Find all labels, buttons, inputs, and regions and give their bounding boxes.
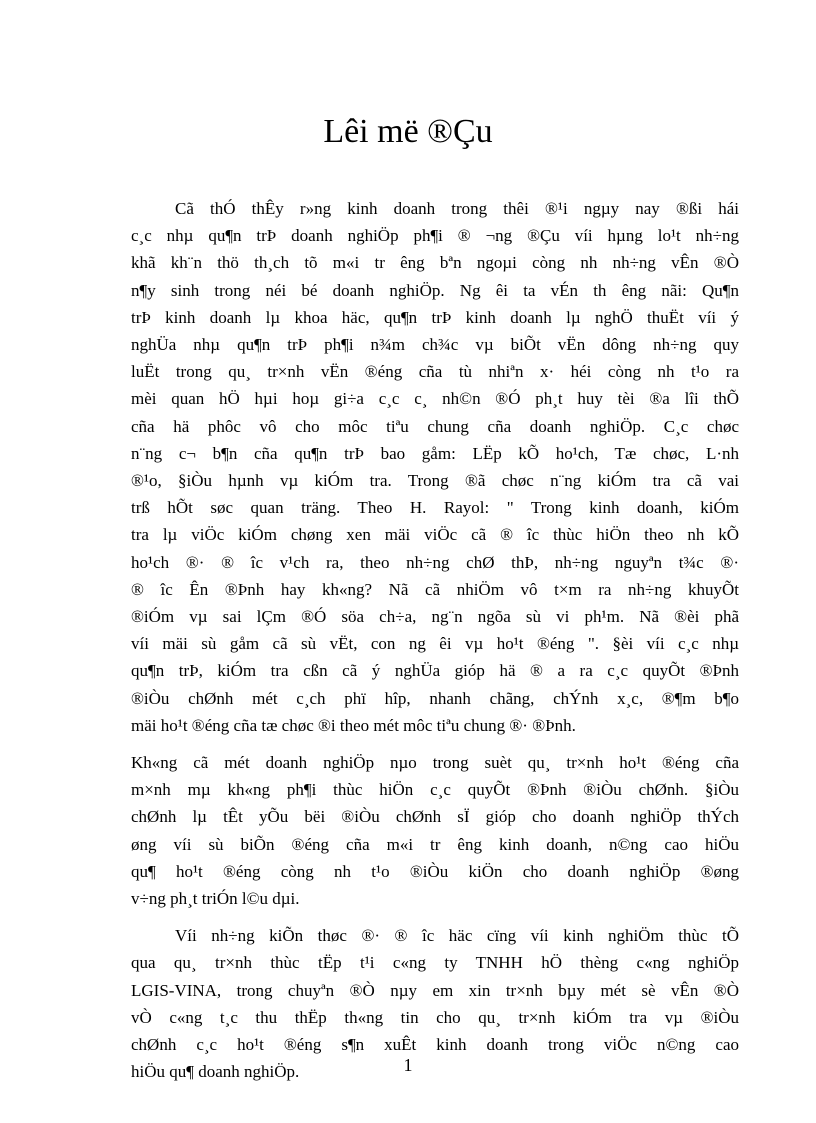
text-line: víi mäi sù gåm cã sù vËt, con ng êi vµ ho¹t ®éng ". §èi víi c¸c nhµ <box>131 634 739 654</box>
text-line: nghÜa nhµ qu¶n trÞ ph¶i n¾m ch¾c vµ biÕt vËn dông nh÷ng quy <box>131 335 739 355</box>
text-line: mäi ho¹t ®éng cña tæ chøc ®i theo mét môc tiªu chung ®· ®Þnh. <box>131 715 576 735</box>
text-line: Víi nh÷ng kiÕn thøc ®· ® îc häc cïng víi kinh nghiÖm thùc tÕ <box>175 926 739 946</box>
text-line: qu¶n trÞ, kiÓm tra cßn cã ý nghÜa gióp hä ® a ra c¸c quyÕt ®Þnh <box>131 661 739 681</box>
text-line: trÞ kinh doanh lµ khoa häc, qu¶n trÞ kinh doanh lµ nghÖ thuËt víi ý <box>131 307 739 327</box>
text-line: ®iÒu chØnh mét c¸ch phï hîp, nhanh chãng, chÝnh x¸c, ®¶m b¶o <box>131 688 739 708</box>
text-line: qu¶ ho¹t ®éng còng nh t¹o ®iÒu kiÖn cho doanh nghiÖp ®øng <box>131 861 739 881</box>
text-line: ho¹ch ®· ® îc v¹ch ra, theo nh÷ng chØ thÞ, nh÷ng nguyªn t¾c ®· <box>131 552 739 572</box>
text-line: Kh«ng cã mét doanh nghiÖp nµo trong suèt qu¸ tr×nh ho¹t ®éng cña <box>131 753 739 773</box>
text-line: øng víi sù biÕn ®éng cña m«i tr êng kinh doanh, n©ng cao hiÖu <box>131 834 739 854</box>
text-line: vÒ c«ng t¸c thu thËp th«ng tin cho qu¸ tr×nh kiÓm tra vµ ®iÒu <box>131 1007 739 1027</box>
text-line: tra lµ viÖc kiÓm chøng xen mäi viÖc cã ® îc thùc hiÖn theo nh kÕ <box>131 525 739 545</box>
text-line: khã kh¨n thö th¸ch tõ m«i tr êng bªn ngoµi còng nh nh÷ng vÊn ®Ò <box>131 253 739 273</box>
text-line: v÷ng ph¸t triÓn l©u dµi. <box>131 889 300 909</box>
text-line: ®¹o, §iÒu hµnh vµ kiÓm tra. Trong ®ã chøc n¨ng kiÓm tra cã vai <box>131 471 739 491</box>
text-line: chØnh c¸c ho¹t ®éng s¶n xuÊt kinh doanh trong viÖc n©ng cao <box>131 1035 739 1055</box>
text-line: cña hä phôc vô cho môc tiªu chung cña doanh nghiÖp. C¸c chøc <box>131 416 739 436</box>
text-line: n¨ng c¬ b¶n cña qu¶n trÞ bao gåm: LËp kÕ ho¹ch, Tæ chøc, L·nh <box>131 443 739 463</box>
document-body <box>131 195 739 1096</box>
text-line: qua qu¸ tr×nh thùc tËp t¹i c«ng ty TNHH hÖ thèng c«ng nghiÖp <box>131 953 739 973</box>
page-number: 1 <box>403 1055 413 1075</box>
paragraph <box>131 749 739 912</box>
text-line: hiÖu qu¶ doanh nghiÖp. <box>131 1062 300 1082</box>
paragraph <box>131 195 739 739</box>
text-line: trß hÕt søc quan träng. Theo H. Rayol: " Trong kinh doanh, kiÓm <box>131 498 739 518</box>
text-line: m×nh mµ kh«ng ph¶i thùc hiÖn c¸c quyÕt ®Þnh ®iÒu chØnh. §iÒu <box>131 780 739 800</box>
text-line: chØnh lµ tÊt yÕu bëi ®iÒu chØnh sÏ gióp cho doanh nghiÖp thÝch <box>131 807 739 827</box>
text-line: LGIS-VINA, trong chuyªn ®Ò nµy em xin tr×nh bµy mét sè vÊn ®Ò <box>131 980 739 1000</box>
text-line: c¸c nhµ qu¶n trÞ doanh nghiÖp ph¶i ® ¬ng ®Çu víi hµng lo¹t nh÷ng <box>131 226 739 246</box>
text-line: Cã thÓ thÊy r»ng kinh doanh trong thêi ®¹i ngµy nay ®ßi hái <box>175 199 739 218</box>
text-line: ® îc Ên ®Þnh hay kh«ng? Nã cã nhiÖm vô t×m ra nh÷ng khuyÕt <box>131 579 739 599</box>
page-title: Lêi më ®Çu <box>323 113 493 150</box>
text-line: luËt trong qu¸ tr×nh vËn ®éng cña tù nhiªn x· héi còng nh t¹o ra <box>131 362 739 382</box>
text-line: n¶y sinh trong néi bé doanh nghiÖp. Ng êi ta vÉn th êng nãi: Qu¶n <box>131 280 739 300</box>
text-line: mèi quan hÖ hµi hoµ gi÷a c¸c c¸ nh©n ®Ó ph¸t huy tèi ®a lîi thÕ <box>131 389 739 409</box>
text-line: ®iÓm vµ sai lÇm ®Ó söa ch÷a, ng¨n ngõa sù vi ph¹m. Nã ®èi phã <box>131 607 739 627</box>
